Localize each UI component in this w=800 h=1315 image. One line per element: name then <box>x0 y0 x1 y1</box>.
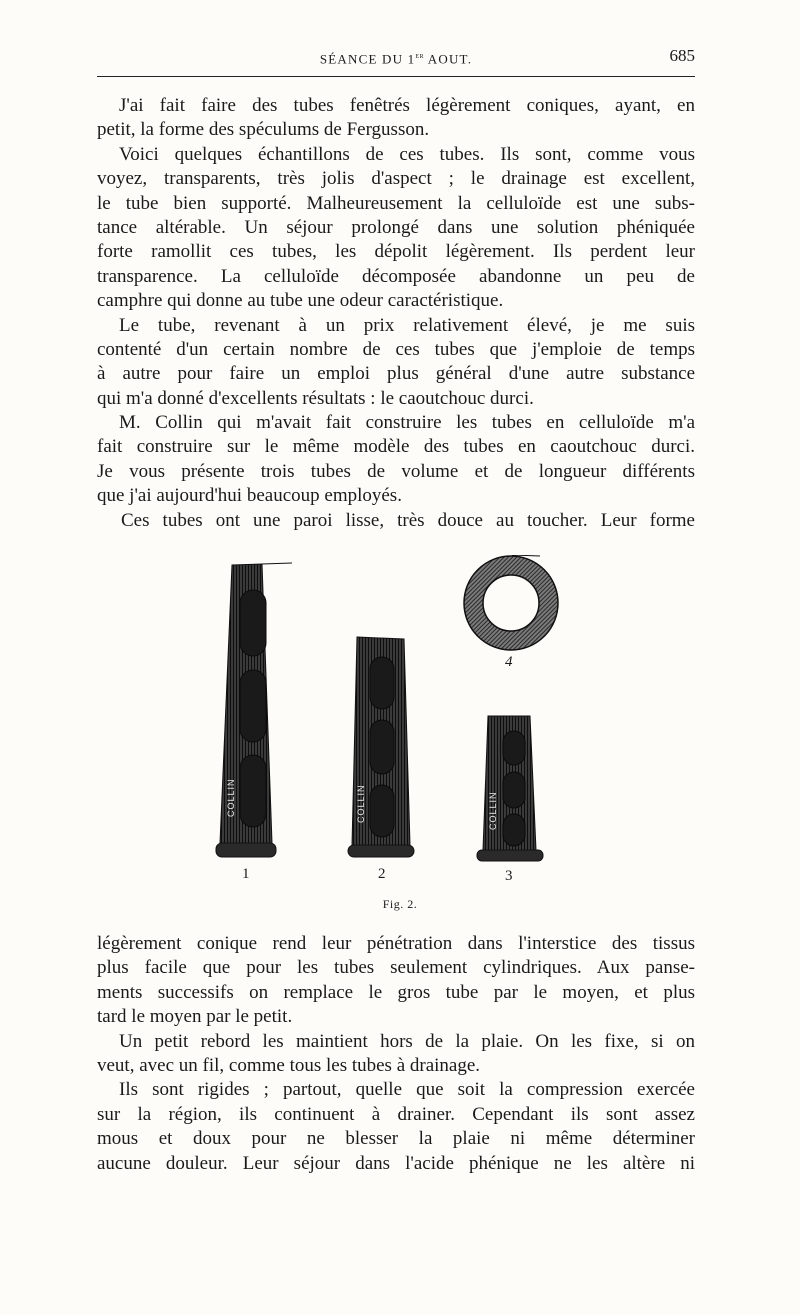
engraving-collin-1: COLLIN <box>226 778 236 817</box>
text-line: contenté d'un certain nombre de ces tubes que j'emploie de temps <box>97 338 695 360</box>
text-line: sur la région, ils continuent à drainer. Cependant ils sont assez <box>97 1103 695 1125</box>
figure-label-3: 3 <box>505 868 513 880</box>
figure-label-2: 2 <box>378 866 386 880</box>
text-line: aucune douleur. Leur séjour dans l'acide phénique ne les altère ni <box>97 1152 695 1174</box>
text-line: légèrement conique rend leur pénétration dans l'interstice des tissus <box>97 933 695 954</box>
engraving-collin-3: COLLIN <box>488 791 498 830</box>
text-line: plus facile que pour les tubes seulement cylindriques. Aux panse- <box>97 957 695 979</box>
text-line: Ces tubes ont une paroi lisse, très douce au toucher. Leur forme <box>121 509 695 531</box>
text-line: transparence. La celluloïde décomposée abandonne un peu de <box>97 265 695 287</box>
text-line: J'ai fait faire des tubes fenêtrés légèrement coniques, ayant, en <box>119 95 695 116</box>
figure-label-1: 1 <box>242 866 250 880</box>
engraving-collin-2: COLLIN <box>356 784 366 823</box>
text-line: Ils sont rigides ; partout, quelle que soit la compression exercée <box>119 1079 695 1101</box>
page-number: 685 <box>669 46 695 65</box>
running-header <box>97 46 695 72</box>
header-title: SÉANCE DU 1er AOUT. <box>319 50 473 67</box>
text-line: tance altérable. Un séjour prolongé dans une solution phéniquée <box>97 216 695 238</box>
text-line: Un petit rebord les maintient hors de la plaie. On les fixe, si on <box>119 1030 695 1052</box>
figure-label-4: 4 <box>505 654 513 670</box>
text-block-top <box>97 94 695 533</box>
text-line: Le tube, revenant à un prix relativement élevé, je me suis <box>119 314 695 336</box>
text-line: camphre qui donne au tube une odeur caractéristique. <box>97 290 504 312</box>
figure-caption: Fig. 2. <box>382 897 418 911</box>
text-line: Je vous présente trois tubes de volume et de longueur différents <box>97 460 695 482</box>
text-line: fait construire sur le même modèle des tubes en caoutchouc durci. <box>97 436 695 458</box>
text-line: tard le moyen par le petit. <box>97 1006 293 1028</box>
text-line: Voici quelques échantillons de ces tubes. Ils sont, comme vous <box>119 143 695 165</box>
text-line: voyez, transparents, très jolis d'aspect ; le drainage est excellent, <box>97 168 695 190</box>
text-line: M. Collin qui m'avait fait construire les tubes en celluloïde m'a <box>119 412 695 434</box>
text-line: que j'ai aujourd'hui beaucoup employés. <box>97 485 402 507</box>
text-line: qui m'a donné d'excellents résultats : le caoutchouc durci. <box>97 387 534 409</box>
text-line: forte ramollit ces tubes, les dépolit légèrement. Ils perdent leur <box>97 241 695 263</box>
tube-1 <box>216 563 292 857</box>
tube-cross-section-4 <box>464 555 558 650</box>
text-line: à autre pour faire un emploi plus général d'une autre substance <box>97 363 695 385</box>
tube-2 <box>348 637 414 857</box>
tube-3 <box>477 716 543 861</box>
text-line: le tube bien supporté. Malheureusement la celluloïde est une subs- <box>97 192 695 214</box>
text-line: petit, la forme des spéculums de Fergusson. <box>97 119 430 141</box>
header-rule <box>97 76 695 77</box>
text-line: ments successifs on remplace le gros tube par le moyen, et plus <box>97 981 695 1003</box>
text-line: veut, avec un fil, comme tous les tubes à drainage. <box>97 1054 481 1076</box>
text-line: mous et doux pour ne blesser la plaie ni même déterminer <box>97 1128 695 1150</box>
text-block-bottom <box>97 932 695 1176</box>
figure-drainage-tubes <box>200 555 590 880</box>
